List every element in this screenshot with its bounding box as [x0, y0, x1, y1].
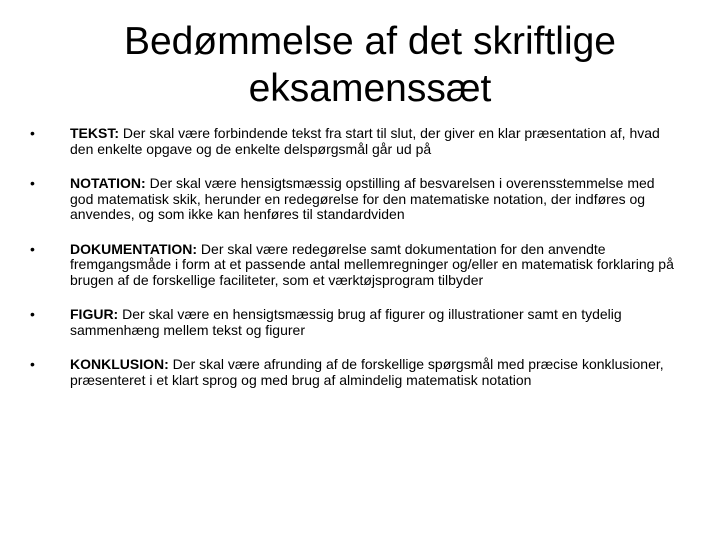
bullet-term: KONKLUSION: — [70, 356, 169, 372]
bullet-icon: • — [30, 356, 35, 372]
bullet-icon: • — [30, 240, 35, 257]
bullet-item-figur — [30, 307, 680, 338]
bullet-icon: • — [30, 125, 35, 141]
bullet-text: Der skal være hensigtsmæssig opstilling af besvarelsen i overensstemmelse med god matematisk skik, herunder en redegørelse for den matematiske notation, der indføres og anvendes, og som ikke kan henføres til standardviden — [70, 175, 655, 222]
bullet-list — [30, 126, 680, 407]
bullet-item-tekst — [30, 126, 680, 157]
bullet-icon: • — [30, 306, 35, 322]
bullet-text: Der skal være forbindende tekst fra start til slut, der giver en klar præsentation af, hvad den enkelte opgave og de enkelte delspørgsmål går ud på — [70, 125, 660, 157]
bullet-text: Der skal være afrunding af de forskellige spørgsmål med præcise konklusioner, præsenteret i et klart sprog og med brug af almindelig matematisk notation — [70, 356, 664, 388]
bullet-item-konklusion — [30, 357, 680, 388]
bullet-term: DOKUMENTATION: — [70, 240, 198, 257]
bullet-text: Der skal være redegørelse samt dokumentation for den anvendte fremgangsmåde i form at et passende antal mellemregninger og/eller en matematisk forklaring på brugen af de forskellige faciliteter, som et værktøjsprogram tilbyder — [70, 240, 674, 288]
bullet-term: FIGUR: — [70, 306, 119, 322]
bullet-term: TEKST: — [70, 125, 119, 141]
bullet-item-notation — [30, 176, 680, 223]
bullet-icon: • — [30, 175, 35, 191]
bullet-text: Der skal være en hensigtsmæssig brug af figurer og illustrationer samt en tydelig sammenhæng mellem tekst og figurer — [70, 306, 622, 338]
bullet-item-dokumentation — [30, 242, 680, 289]
bullet-term: NOTATION: — [70, 175, 146, 191]
slide-title: Bedømmelse af det skriftlige eksamenssæt — [123, 20, 616, 110]
